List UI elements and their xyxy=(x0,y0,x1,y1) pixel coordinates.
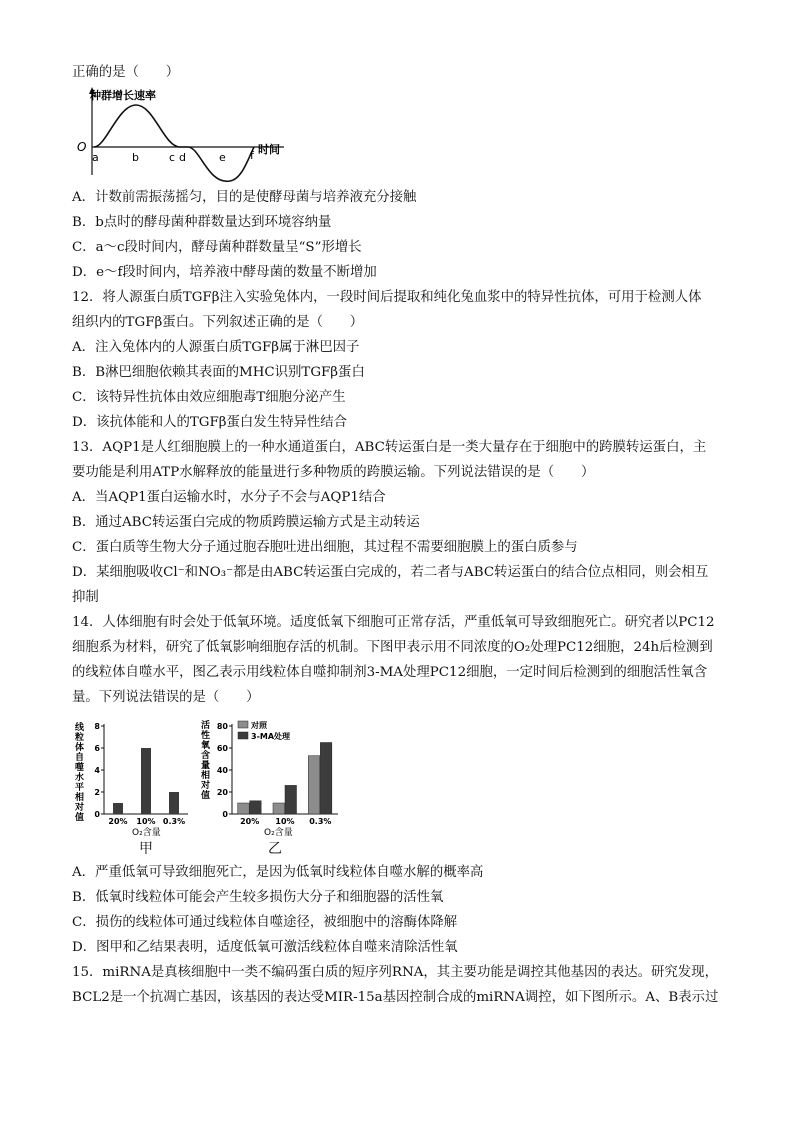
q13-stem-line1: 13．AQP1是人红细胞膜上的一种水通道蛋白，ABC转运蛋白是一类大量存在于细胞中的跨膜转运蛋白，主 xyxy=(72,440,707,455)
legend-label: 对照 xyxy=(251,721,267,730)
q14-option-d: D．图甲和乙结果表明，适度低氧可激活线粒体自噬来清除活性氧 xyxy=(72,940,458,955)
chart-b-ylabel: 活性氧含量相对值 xyxy=(199,720,209,800)
q11-option-b: B．b点时的酵母菌种群数量达到环境容纳量 xyxy=(72,215,332,230)
q11-option-d: D．e～f段时间内，培养液中酵母菌的数量不断增加 xyxy=(72,265,377,280)
y-tick-label: 60 xyxy=(216,744,228,753)
bar-3ma xyxy=(285,785,297,814)
bar xyxy=(141,748,151,814)
q11-growth-rate-figure xyxy=(72,85,732,185)
x-tick-label: 0.3% xyxy=(162,817,186,826)
q14-charts xyxy=(72,710,732,860)
q13-option-b: B．通过ABC转运蛋白完成的物质跨膜运输方式是主动转运 xyxy=(72,515,420,530)
legend-swatch xyxy=(238,721,248,728)
q13-option-c: C．蛋白质等生物大分子通过胞吞胞吐进出细胞，其过程不需要细胞膜上的蛋白质参与 xyxy=(72,540,578,555)
y-tick-label: 8 xyxy=(94,722,100,731)
q13-option-d-line1: D．某细胞吸收Cl⁻和NO₃⁻都是由ABC转运蛋白完成的，若二者与ABC转运蛋白的结合位点相同，则会相互 xyxy=(72,565,709,580)
point-c: c xyxy=(169,151,176,164)
q12-option-d: D．该抗体能和人的TGFβ蛋白发生特异性结合 xyxy=(72,415,348,430)
bar-3ma xyxy=(320,743,332,815)
y-tick-label: 20 xyxy=(216,788,228,797)
bar-control xyxy=(308,756,320,814)
x-tick-label: 20% xyxy=(240,817,260,826)
q11-option-c: C．a～c段时间内，酵母菌种群数量呈“S”形增长 xyxy=(72,240,362,255)
q11-option-a: A．计数前需振荡摇匀，目的是使酵母菌与培养液充分接触 xyxy=(72,190,417,205)
point-a: a xyxy=(92,151,99,164)
growth-curve xyxy=(94,105,254,181)
q14-stem-line2: 细胞系为材料，研究了低氧影响细胞存活的机制。下图甲表示用不同浓度的O₂处理PC12细胞，24h后检测到 xyxy=(72,640,713,655)
q14-option-a: A．严重低氧可导致细胞死亡，是因为低氧时线粒体自噬水解的概率高 xyxy=(72,865,484,880)
q14-stem-line4: 量。下列说法错误的是（ ） xyxy=(72,690,260,705)
chart-b-xlabel: O₂含量 xyxy=(264,828,293,838)
q13-option-d-line2: 抑制 xyxy=(72,590,99,605)
legend-label: 3-MA处理 xyxy=(251,732,291,741)
y-tick-label: 0 xyxy=(222,810,228,819)
q15-stem-line2: BCL2是一个抗凋亡基因，该基因的表达受MIR-15a基因控制合成的miRNA调控，如下图所示。A、B表示过 xyxy=(72,990,719,1005)
point-b: b xyxy=(132,151,139,164)
q12-stem-line1: 12．将人源蛋白质TGFβ注入实验兔体内，一段时间后提取和纯化兔血浆中的特异性抗体，可用于检测人体 xyxy=(72,290,702,305)
bar-control xyxy=(273,803,285,814)
point-f: f xyxy=(250,149,254,162)
point-d: d xyxy=(179,151,186,164)
y-tick-label: 2 xyxy=(94,788,100,797)
growth-rate-curve xyxy=(72,85,302,185)
bar xyxy=(169,792,179,814)
q14-stem-line1: 14．人体细胞有时会处于低氧环境。适度低氧下细胞可正常存活，严重低氧可导致细胞死亡。研究者以PC12 xyxy=(72,615,715,630)
x-tick-label: 10% xyxy=(275,817,295,826)
q14-stem-line3: 的线粒体自噬水平，图乙表示用线粒体自噬抑制剂3-MA处理PC12细胞，一定时间后检测到的细胞活性氧含 xyxy=(72,665,708,680)
q15-stem-line1: 15．miRNA是真核细胞中一类不编码蛋白质的短序列RNA，其主要功能是调控其他基因的表达。研究发现， xyxy=(72,965,718,980)
q12-option-b: B．B淋巴细胞依赖其表面的MHC识别TGFβ蛋白 xyxy=(72,365,365,380)
exam-page xyxy=(72,60,732,1010)
bar-control xyxy=(238,803,250,814)
q14-option-c: C．损伤的线粒体可通过线粒体自噬途径，被细胞中的溶酶体降解 xyxy=(72,915,458,930)
legend-swatch xyxy=(238,732,248,739)
y-tick-label: 0 xyxy=(94,810,100,819)
q12-option-c: C．该特异性抗体由效应细胞毒T细胞分泌产生 xyxy=(72,390,346,405)
x-tick-label: 20% xyxy=(108,817,128,826)
y-tick-label: 80 xyxy=(216,722,228,731)
bar-3ma xyxy=(250,801,261,814)
q11-stem: 正确的是（ ） xyxy=(72,65,180,80)
chart-mitophagy xyxy=(72,714,192,838)
x-axis-label: 时间 xyxy=(258,143,280,156)
chart-a-ylabel: 线粒体自噬水平相对值 xyxy=(73,722,83,822)
origin-label: O xyxy=(77,140,87,154)
chart-b-caption: 乙 xyxy=(268,841,282,857)
q12-stem-line2: 组织内的TGFβ蛋白。下列叙述正确的是（ ） xyxy=(72,315,364,330)
chart-a-caption: 甲 xyxy=(139,841,153,857)
q13-option-a: A．当AQP1蛋白运输水时，水分子不会与AQP1结合 xyxy=(72,490,386,505)
y-tick-label: 40 xyxy=(216,766,228,775)
point-e: e xyxy=(219,151,226,164)
q13-stem-line2: 要功能是利用ATP水解释放的能量进行多种物质的跨膜运输。下列说法错误的是（ ） xyxy=(72,465,595,480)
x-tick-label: 0.3% xyxy=(309,817,332,826)
bar xyxy=(113,803,123,814)
q12-option-a: A．注入兔体内的人源蛋白质TGFβ属于淋巴因子 xyxy=(72,340,360,355)
y-tick-label: 4 xyxy=(94,766,100,775)
q14-option-b: B．低氧时线粒体可能会产生较多损伤大分子和细胞器的活性氧 xyxy=(72,890,444,905)
x-tick-label: 10% xyxy=(136,817,156,826)
chart-a-xlabel: O₂含量 xyxy=(132,828,161,838)
chart-ros xyxy=(198,714,343,838)
y-tick-label: 6 xyxy=(94,744,100,753)
y-axis-label: 种群增长速率 xyxy=(90,89,156,102)
